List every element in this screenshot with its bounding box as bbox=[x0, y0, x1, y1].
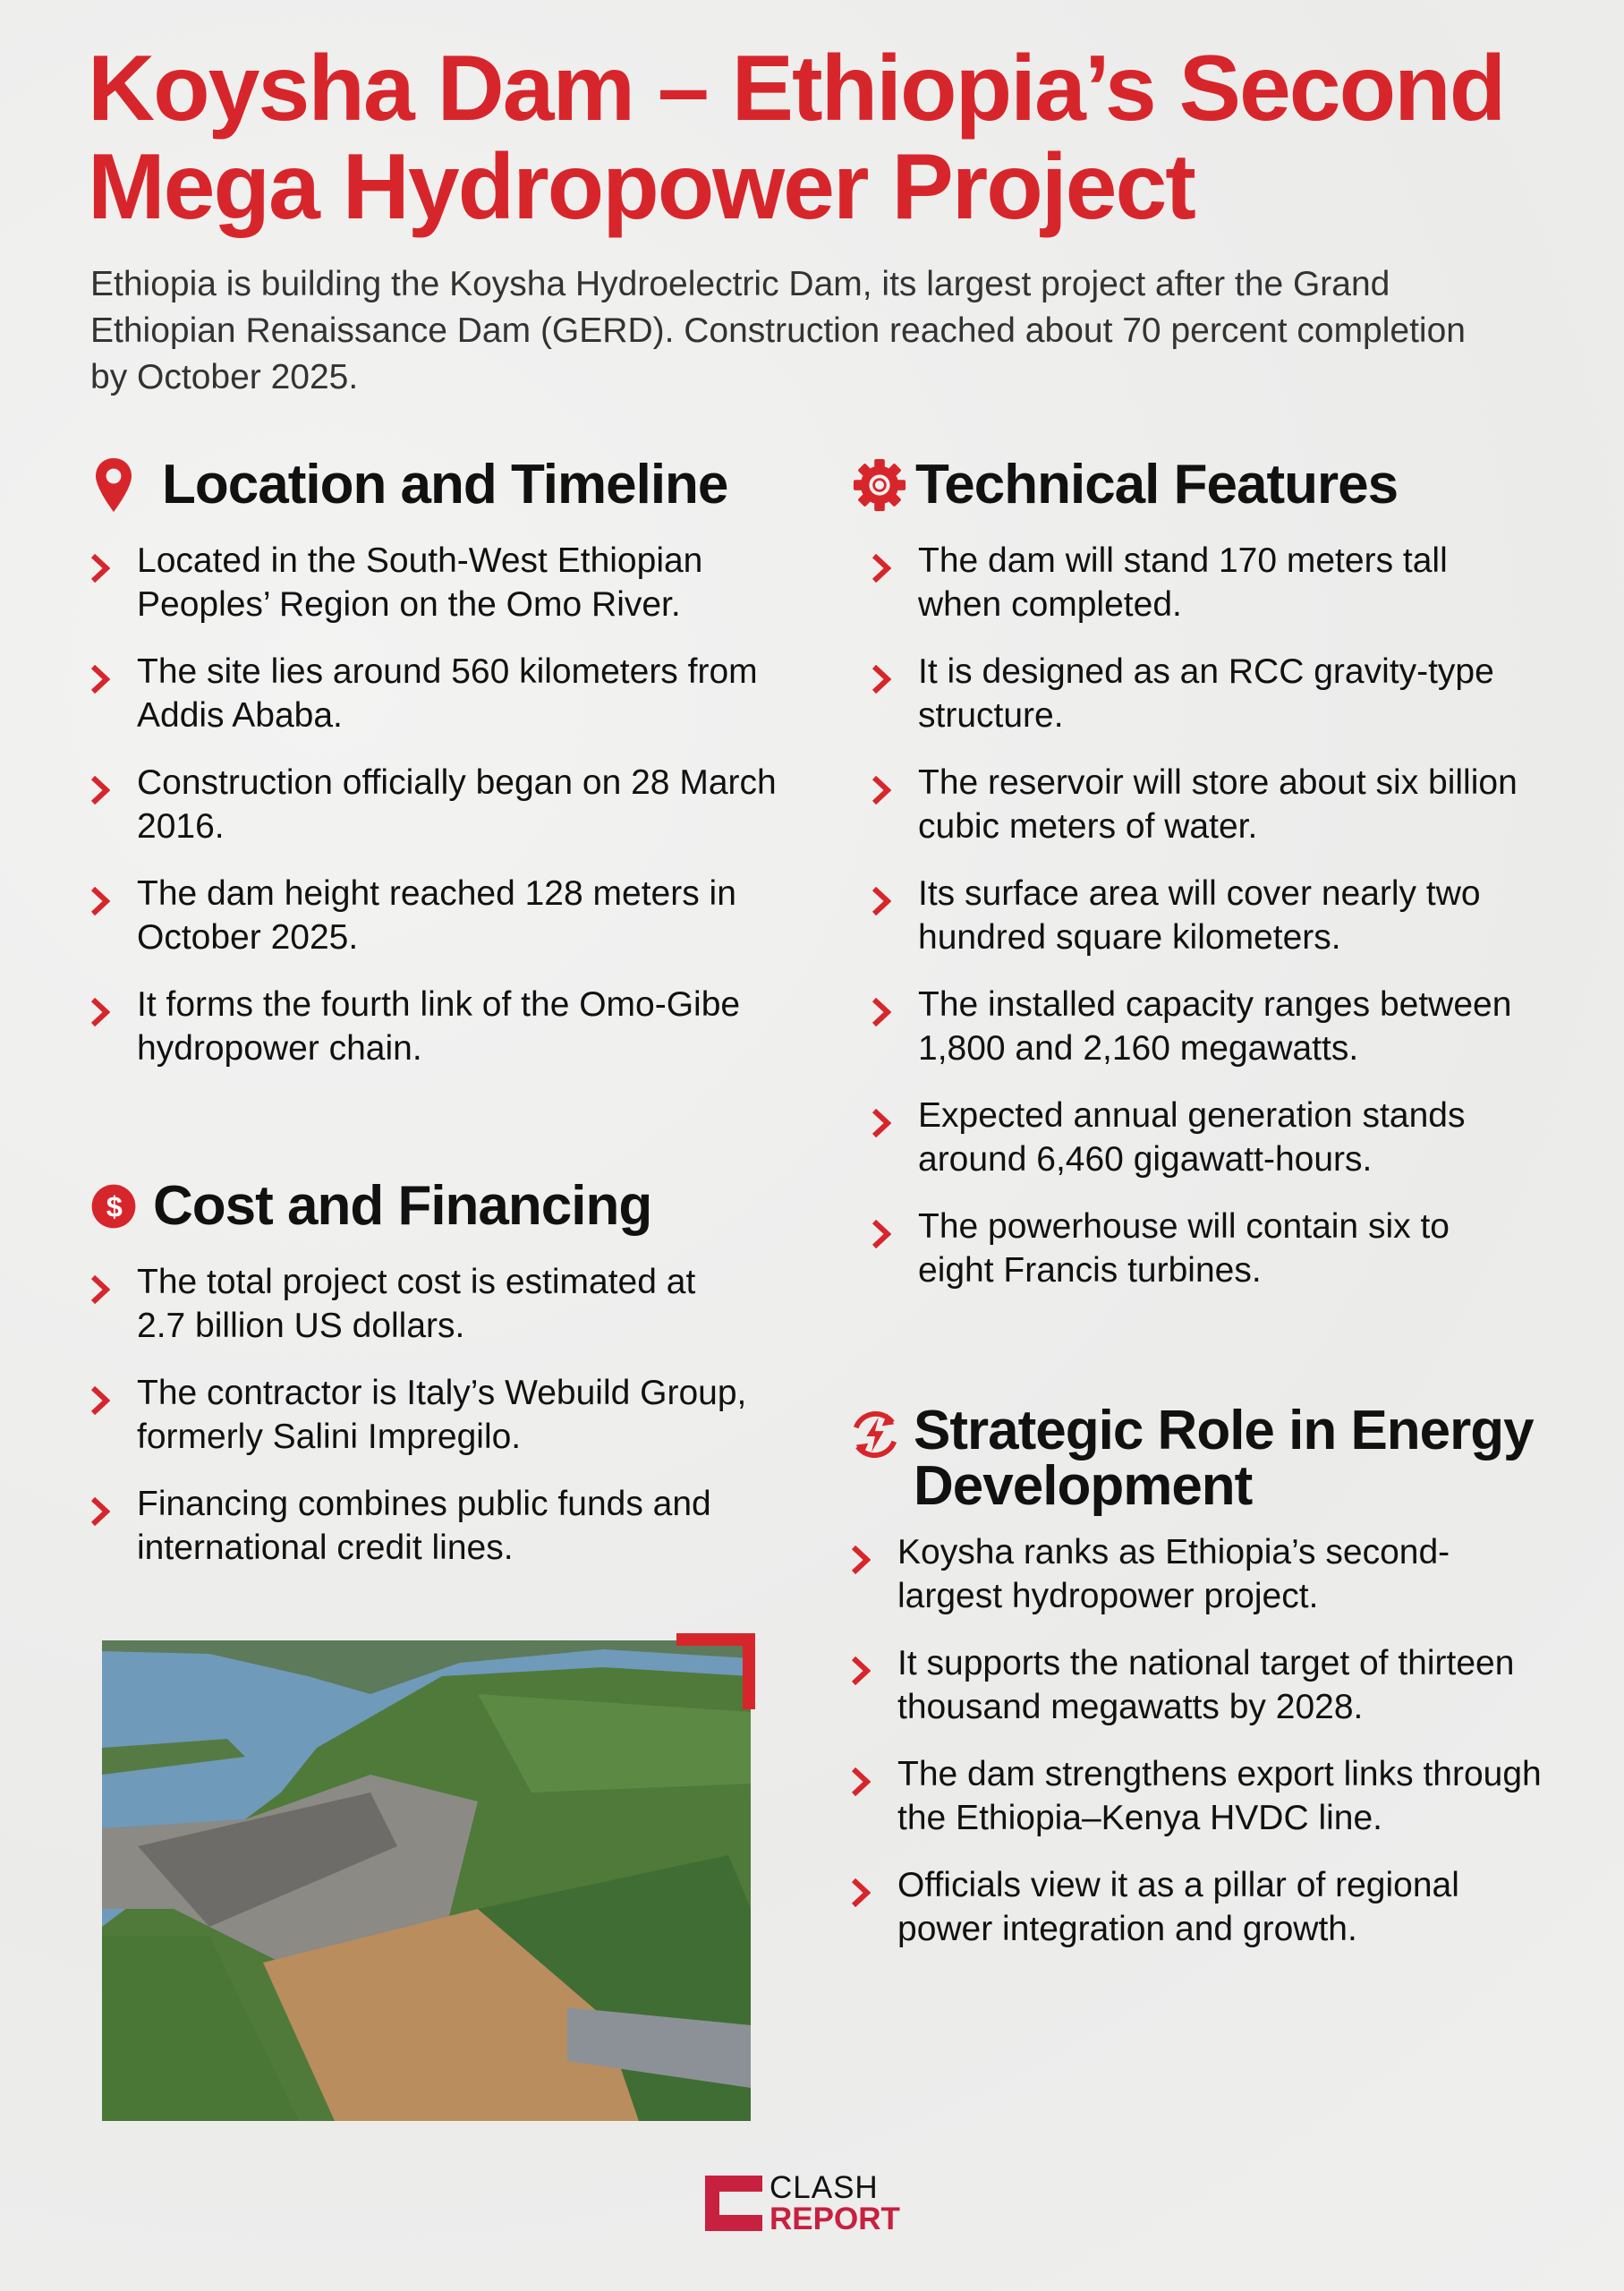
list-item-text: Its surface area will cover nearly two hundred square kilometers. bbox=[918, 874, 1481, 957]
chevron-right-icon bbox=[872, 650, 895, 737]
list-item bbox=[90, 650, 788, 737]
dam-photo bbox=[102, 1640, 751, 2121]
list-item-text: It forms the fourth link of the Omo-Gibe hydropower chain. bbox=[137, 985, 741, 1068]
list-item-text: The powerhouse will contain six to eight Francis turbines. bbox=[918, 1207, 1450, 1290]
chevron-right-icon bbox=[872, 539, 895, 626]
list-item bbox=[90, 539, 788, 626]
section-heading: Technical Features bbox=[915, 454, 1399, 515]
chevron-right-icon bbox=[851, 1530, 874, 1618]
svg-text:$: $ bbox=[106, 1190, 122, 1223]
list-item-text: It supports the national target of thirteen thousand megawatts by 2028. bbox=[897, 1644, 1515, 1726]
list-item bbox=[872, 983, 1531, 1070]
chevron-right-icon bbox=[872, 1094, 895, 1181]
list-item-text: Officials view it as a pillar of regional power integration and growth. bbox=[897, 1866, 1459, 1948]
chevron-right-icon bbox=[90, 983, 114, 1070]
list-item-text: Construction officially began on 28 March 2016. bbox=[137, 763, 777, 846]
list-item-text: The site lies around 560 kilometers from Addis Ababa. bbox=[137, 652, 758, 735]
list-item bbox=[872, 872, 1531, 959]
list-item bbox=[872, 539, 1531, 626]
map-pin-icon bbox=[90, 456, 137, 514]
list-item bbox=[851, 1752, 1543, 1840]
list-item bbox=[851, 1863, 1543, 1951]
bullet-list bbox=[846, 1530, 1543, 1951]
list-item bbox=[851, 1641, 1543, 1729]
list-item bbox=[90, 983, 788, 1070]
list-item bbox=[851, 1530, 1543, 1618]
chevron-right-icon bbox=[90, 1482, 114, 1570]
list-item bbox=[90, 761, 788, 848]
chevron-right-icon bbox=[90, 761, 114, 848]
logo-line2: REPORT bbox=[769, 2202, 900, 2236]
clash-report-logo bbox=[705, 2172, 900, 2235]
section-cost bbox=[90, 1175, 752, 1593]
page-title: Koysha Dam – Ethiopia’s Second Mega Hydropower Project bbox=[88, 37, 1505, 239]
energy-cycle-icon bbox=[846, 1403, 905, 1461]
list-item bbox=[872, 1094, 1531, 1181]
section-location bbox=[90, 456, 788, 1094]
section-technical bbox=[851, 456, 1531, 1316]
list-item bbox=[872, 650, 1531, 737]
section-strategic bbox=[846, 1400, 1543, 1974]
list-item-text: Expected annual generation stands around 6,460 gigawatt-hours. bbox=[918, 1096, 1466, 1179]
list-item-text: The dam height reached 128 meters in October 2025. bbox=[137, 874, 736, 957]
list-item-text: The dam will stand 170 meters tall when completed. bbox=[918, 541, 1448, 624]
chevron-right-icon bbox=[90, 872, 114, 959]
chevron-right-icon bbox=[851, 1752, 874, 1840]
list-item bbox=[90, 1482, 752, 1570]
list-item bbox=[90, 872, 788, 959]
dollar-icon bbox=[90, 1178, 137, 1235]
bullet-list bbox=[90, 539, 788, 1070]
list-item bbox=[872, 761, 1531, 848]
logo-mark-icon bbox=[705, 2176, 762, 2231]
bullet-list bbox=[90, 1260, 752, 1570]
logo-line1: CLASH bbox=[769, 2170, 879, 2205]
list-item-text: The total project cost is estimated at 2.7 billion US dollars. bbox=[137, 1263, 696, 1345]
gear-icon bbox=[851, 456, 908, 514]
chevron-right-icon bbox=[90, 539, 114, 626]
chevron-right-icon bbox=[872, 983, 895, 1070]
list-item-text: The installed capacity ranges between 1,800 and 2,160 megawatts. bbox=[918, 985, 1512, 1068]
chevron-right-icon bbox=[872, 761, 895, 848]
section-heading: Cost and Financing bbox=[153, 1175, 652, 1237]
list-item bbox=[872, 1205, 1531, 1292]
chevron-right-icon bbox=[851, 1863, 874, 1951]
bullet-list bbox=[851, 539, 1531, 1292]
chevron-right-icon bbox=[872, 1205, 895, 1292]
list-item-text: The dam strengthens export links through the Ethiopia–Kenya HVDC line. bbox=[897, 1755, 1542, 1837]
chevron-right-icon bbox=[851, 1641, 874, 1729]
list-item-text: The reservoir will store about six billion cubic meters of water. bbox=[918, 763, 1518, 846]
section-heading: Strategic Role in Energy Development bbox=[914, 1400, 1534, 1517]
list-item-text: Financing combines public funds and international credit lines. bbox=[137, 1485, 711, 1567]
chevron-right-icon bbox=[90, 1371, 114, 1459]
list-item bbox=[90, 1260, 752, 1348]
section-heading: Location and Timeline bbox=[162, 454, 728, 515]
list-item-text: It is designed as an RCC gravity-type structure. bbox=[918, 652, 1494, 735]
list-item-text: The contractor is Italy’s Webuild Group, formerly Salini Impregilo. bbox=[137, 1374, 747, 1456]
list-item-text: Koysha ranks as Ethiopia’s second-largest hydropower project. bbox=[897, 1533, 1450, 1615]
chevron-right-icon bbox=[90, 650, 114, 737]
chevron-right-icon bbox=[872, 872, 895, 959]
list-item bbox=[90, 1371, 752, 1459]
photo-corner-accent bbox=[676, 1633, 755, 1709]
list-item-text: Located in the South-West Ethiopian Peoples’ Region on the Omo River. bbox=[137, 541, 703, 624]
chevron-right-icon bbox=[90, 1260, 114, 1348]
intro-paragraph: Ethiopia is building the Koysha Hydroelectric Dam, its largest project after the Grand Ethiopian Renaissance Dam (GERD). Construction reached about 70 percent completion by October 2025. bbox=[90, 265, 1466, 396]
